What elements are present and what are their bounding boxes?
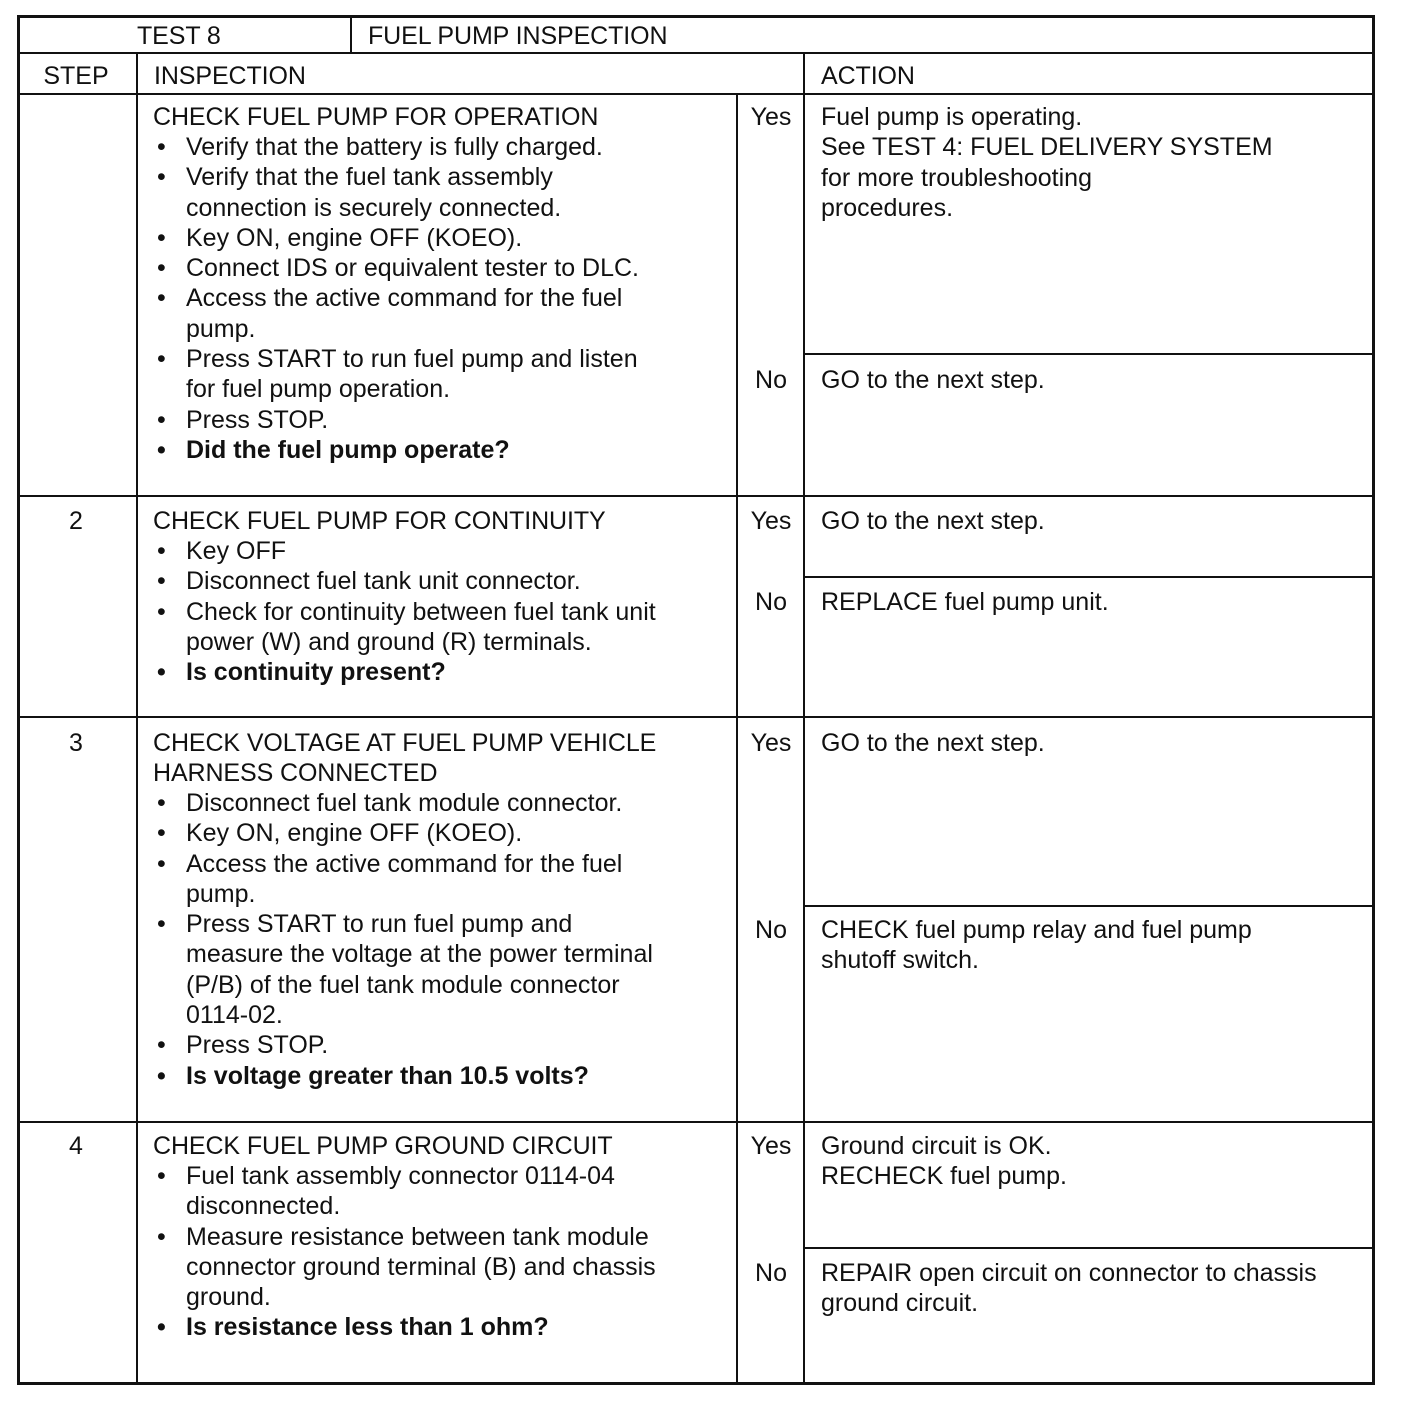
yes-action: GO to the next step. [821, 507, 1045, 535]
inspection-question: • Did the fuel pump operate? [153, 435, 733, 465]
divider [17, 1121, 1375, 1123]
divider [17, 495, 1375, 497]
list-item: • Fuel tank assembly connector 0114-04 disconnected. [153, 1161, 733, 1222]
no-action: GO to the next step. [821, 366, 1045, 394]
inspection-steps [153, 536, 733, 687]
test-number: TEST 8 [137, 22, 221, 50]
inspection-steps [153, 788, 733, 1091]
divider [805, 576, 1375, 578]
divider [17, 716, 1375, 718]
inspection-title: CHECK VOLTAGE AT FUEL PUMP VEHICLE HARNESS CONNECTED [153, 729, 657, 788]
list-item: • Access the active command for the fuel pump. [153, 849, 733, 910]
list-item: • Connect IDS or equivalent tester to DLC. [153, 253, 733, 283]
no-action: REPLACE fuel pump unit. [821, 588, 1109, 616]
list-item: • Disconnect fuel tank unit connector. [153, 566, 733, 596]
inspection-title: CHECK FUEL PUMP GROUND CIRCUIT [153, 1132, 613, 1160]
divider [803, 52, 805, 1385]
inspection-title: CHECK FUEL PUMP FOR CONTINUITY [153, 507, 606, 535]
list-item: • Press START to run fuel pump and listen for fuel pump operation. [153, 344, 733, 405]
list-item: • Press STOP. [153, 405, 733, 435]
yes-label: Yes [750, 103, 792, 131]
column-header-step: STEP [43, 62, 109, 90]
divider [350, 15, 352, 53]
divider [805, 353, 1375, 355]
inspection-question: • Is continuity present? [153, 657, 733, 687]
column-header-inspection: INSPECTION [154, 62, 306, 90]
list-item: • Check for continuity between fuel tank unit power (W) and ground (R) terminals. [153, 597, 733, 658]
list-item: • Measure resistance between tank module connector ground terminal (B) and chassis ground. [153, 1222, 733, 1313]
list-item: • Access the active command for the fuel pump. [153, 283, 733, 344]
inspection-title: CHECK FUEL PUMP FOR OPERATION [153, 103, 599, 131]
yes-label: Yes [750, 507, 792, 535]
no-label: No [755, 588, 787, 616]
divider [136, 52, 138, 1385]
no-action: CHECK fuel pump relay and fuel pump shutoff switch. [821, 916, 1252, 975]
column-header-action: ACTION [821, 62, 915, 90]
no-action: REPAIR open circuit on connector to chassis ground circuit. [821, 1259, 1317, 1318]
yes-action: Fuel pump is operating. See TEST 4: FUEL DELIVERY SYSTEM for more troubleshooting procedures. [821, 103, 1273, 222]
yes-label: Yes [750, 729, 792, 757]
step-number: 2 [69, 507, 83, 535]
list-item: • Key ON, engine OFF (KOEO). [153, 818, 733, 848]
list-item: • Key OFF [153, 536, 733, 566]
no-label: No [755, 366, 787, 394]
yes-action: Ground circuit is OK. RECHECK fuel pump. [821, 1132, 1067, 1191]
inspection-question: • Is resistance less than 1 ohm? [153, 1312, 733, 1342]
list-item: • Press START to run fuel pump and measure the voltage at the power terminal (P/B) of the fuel tank module connector 0114-02. [153, 909, 733, 1030]
list-item: • Press STOP. [153, 1030, 733, 1060]
no-label: No [755, 916, 787, 944]
inspection-steps [153, 132, 733, 465]
page-title: FUEL PUMP INSPECTION [368, 22, 668, 50]
divider [17, 93, 1375, 95]
divider [805, 1247, 1375, 1249]
divider [17, 52, 1375, 54]
no-label: No [755, 1259, 787, 1287]
inspection-question: • Is voltage greater than 10.5 volts? [153, 1061, 733, 1091]
yes-action: GO to the next step. [821, 729, 1045, 757]
list-item: • Disconnect fuel tank module connector. [153, 788, 733, 818]
list-item: • Verify that the fuel tank assembly connection is securely connected. [153, 162, 733, 223]
step-number: 4 [69, 1132, 83, 1160]
list-item: • Key ON, engine OFF (KOEO). [153, 223, 733, 253]
list-item: • Verify that the battery is fully charged. [153, 132, 733, 162]
yes-label: Yes [750, 1132, 792, 1160]
inspection-steps [153, 1161, 733, 1343]
step-number: 3 [69, 729, 83, 757]
divider [805, 905, 1375, 907]
